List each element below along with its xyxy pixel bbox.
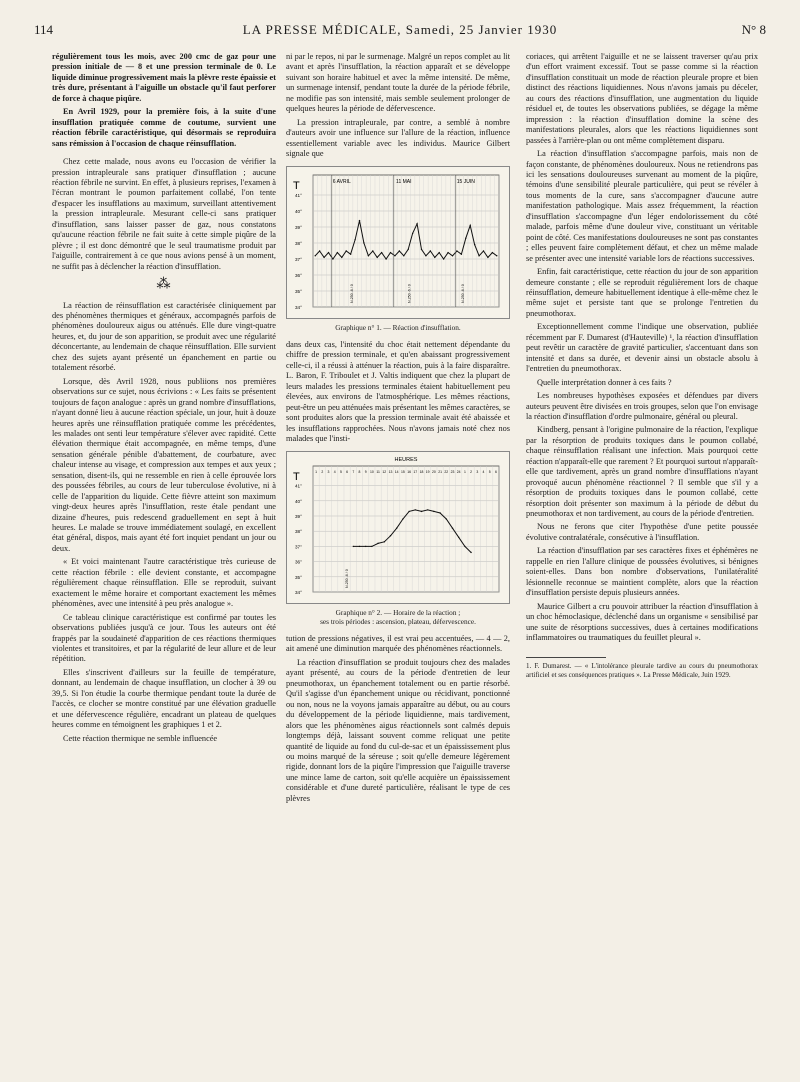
hour-tick-label: 2: [321, 469, 324, 474]
y-tick-label: 35°: [295, 574, 302, 580]
paragraph: La réaction d'insufflation par ses caractères fixes et éphémères ne rappelle en rien l'allure clinique de poussées évolutives, si bénignes soient-elles. Dans bon nombre d'observations, l'unilatéralité lésionnelle reconnue se maintient complète, alors que la réaction d'insufflation persiste depuis plusieurs années.: [526, 546, 758, 598]
paragraph: Cette réaction thermique ne semble influencée: [63, 733, 218, 743]
temperature-point: [483, 250, 484, 251]
temperature-point: [439, 251, 440, 252]
temperature-point: [359, 219, 360, 220]
hour-tick-label: 10: [370, 469, 374, 474]
temperature-point: [332, 258, 333, 259]
journal-title: LA PRESSE MÉDICALE, Samedi, 25 Janvier 1930: [242, 22, 558, 37]
hour-tick-label: 6: [346, 469, 349, 474]
y-tick-label: 34°: [295, 589, 302, 595]
pressure-label: N.250 -6 / 0: [345, 568, 350, 588]
paragraph: Elles s'inscrivent d'ailleurs sur la feuille de température, donnant, au lendemain de chaque insufflation, un clocher à 39 ou 39,5. Si l'on étudie la courbe thermique pendant toute la durée de l'accès, ce clocher se montre constitué par une élévation graduelle et une défervescence régulière, encadrant un plateau de quelques heures comme en témoignent les graphiques 1 et 2.: [52, 667, 276, 730]
hour-tick-label: 5: [488, 469, 491, 474]
hour-tick-label: 9: [364, 469, 367, 474]
paragraph: En Avril 1929, pour la première fois, à la suite d'une insufflation pratiquée comme de coutume, survient une réaction fébrile caractéristique, qui désormais se reproduira sans rémission à l'occasion de chaque réinsufflation.: [52, 107, 276, 148]
y-tick-label: 35°: [295, 288, 302, 294]
graph-2: [286, 451, 510, 604]
temperature-point: [408, 510, 409, 511]
y-tick-label: 41°: [295, 192, 302, 198]
temperature-point: [458, 536, 459, 537]
paragraph: régulièrement tous les mois, avec 200 cmc de gaz pour une pression initiale de — 8 et une pression terminale de 0. Le liquide diminue progressivement mais la plèvre reste épaissie et très dure, présentant à l'aiguille un obstacle qu'il faut perforer de force à chaque piqûre.: [52, 52, 276, 103]
chart-corner-label: T: [293, 179, 300, 192]
temperature-point: [408, 248, 409, 249]
graph-2-caption-line-1: Graphique n° 2. — Horaire de la réaction ;: [335, 607, 461, 617]
graph-1-svg: [287, 167, 509, 315]
paragraph: La réaction de réinsufflation est caractérisée cliniquement par des phénomènes thermiques et généraux, accompagnés parfois de phénomènes douloureux aigus ou atténués. Elle dure vingt-quatre heures, et, du jour de son apparition, se produit avec une régularité déconcertante, au lendemain de chaque réinsufflation. Elle survient chez des sujets ayant présenté un épanchement en partie ou totalement résorbé.: [52, 300, 276, 373]
graph-1: [286, 166, 510, 319]
paragraph: ni par le repos, ni par le surmenage. Malgré un repos complet au lit avant et après l'insufflation, la réaction apparaît et se développe suivant son horaire habituel et avec la même intensité. De même, un surmenage intensif, pendant toute la durée de la période fébrile, ne modifie pas son intensité, mais semble seulement prolonger de quelques heures la période de défervescence.: [286, 52, 510, 114]
hour-tick-label: 24: [456, 469, 461, 474]
hour-tick-label: 14: [394, 469, 399, 474]
paragraph: Maurice Gilbert a cru pouvoir attribuer la réaction d'insufflation à un choc hémoclasique, déclenché dans un organisme « sensibilisé par une suite de résorptions successives, dues à certaines modifications inflammatoires ou traumatiques du feuillet pleural ».: [526, 601, 758, 643]
temperature-point: [377, 542, 378, 543]
temperature-point: [425, 255, 426, 256]
temperature-point: [368, 255, 369, 256]
temperature-point: [421, 248, 422, 249]
graph-1-caption: Graphique n° 1. — Réaction d'insufflation.: [335, 322, 461, 332]
temperature-point: [377, 256, 378, 257]
date-label: 15 JUIN: [456, 178, 475, 185]
temperature-point: [341, 256, 342, 257]
y-tick-label: 37°: [295, 256, 302, 262]
temperature-point: [496, 255, 497, 256]
temperature-point: [452, 527, 453, 528]
paragraph: dans deux cas, l'intensité du choc était nettement dépendante du chiffre de pression terminale, et qu'en abaissant progressivement celle-ci, il a réussi à atténuer la réaction, puis à la faire disparaître. L. Baron, F. Triboulet et J. Valtis indiquent que chez la plupart de leurs malades les pressions terminales étaient habituellement peu élevées, aux environs de l'atmosphérique. Les mêmes réactions, peut-être un peu atténuées mais présentant les mêmes caractères, se sont produites alors que la pression terminale avait été abaissée et les insufflations rapprochées. Nous n'avons jamais noté chez nos malades que l'insti-: [286, 339, 510, 444]
y-tick-label: 41°: [295, 483, 302, 489]
paragraph: La réaction d'insufflation se produit toujours chez des malades ayant présenté, au cours de la période d'entretien de leur pneumothorax, un épanchement totalement ou en partie résorbé. Qu'il s'agisse d'un épanchement unique ou récidivant, ponctionné ou non, nous ne la voyons jamais apparaître au début, ou au cours du développement de la période liquidienne, mais tardivement, alors que les phénomènes aigus réactionnels sont calmés depuis longtemps déjà, laissant souvent comme reliquat une petite quantité de liquide au fond du cul-de-sac et un épaississement plus ou moins marqué de la séreuse ; soit qu'elle demeure légèrement rigide, donnant lors de la piqûre l'impression que l'aiguille traverse une mince lame de carton, soit qu'elle acquière un épaississement considérable et d'une dureté particulière, réalisant le type de ces plèvres: [286, 657, 510, 803]
hour-tick-label: 2: [470, 469, 473, 474]
hour-tick-label: 3: [327, 469, 330, 474]
footnote: 1. F. Dumarest. — « L'intolérance pleurale tardive au cours du pneumothorax artificiel et ses conséquences pratiques ». La Presse Médicale, Juin 1929.: [526, 662, 758, 680]
temperature-point: [384, 541, 385, 542]
temperature-point: [470, 551, 471, 552]
y-tick-label: 39°: [295, 513, 302, 519]
temperature-point: [461, 253, 462, 254]
page-number: 114: [34, 22, 54, 37]
hour-tick-label: 1: [463, 469, 466, 474]
hour-tick-label: 4: [333, 469, 336, 474]
graph-2-caption-line-2: ses trois périodes : ascension, plateau, défervescence.: [320, 616, 476, 626]
temperature-point: [421, 510, 422, 511]
y-tick-label: 37°: [295, 543, 302, 549]
paragraph: La réaction d'insufflation s'accompagne parfois, mais non de façon constante, de phénomènes douloureux. Nous ne retiendrons pas ici les sensations douloureuses survenant au moment de la piqûre, témoins d'une sensibilité pleurale particulière, qui peut se révéler à tous moments de la cure, sans s'accompagner d'aucune autre manifestation pathologique. Mais assez fréquemment, la réaction d'insufflation s'accompagne d'un léger endolorissement du côté malade, parfois même d'une douleur vive, constituant un véritable point de côté. Ces manifestations douloureuses ne sont pas constantes ; elles peuvent faire complètement défaut, et chez un même malade se présenter avec une intensité variable lors de réactions successives.: [526, 149, 758, 263]
column-1: [52, 52, 276, 747]
temperature-point: [394, 255, 395, 256]
column-3: [526, 52, 758, 680]
pressure-label: N.250 -6 / 0: [460, 283, 465, 303]
y-tick-label: 39°: [295, 224, 302, 230]
temperature-point: [337, 251, 338, 252]
temperature-point: [439, 512, 440, 513]
temperature-point: [456, 250, 457, 251]
hour-tick-label: 6: [494, 469, 497, 474]
issue-number: N° 8: [741, 22, 766, 37]
temperature-point: [433, 510, 434, 511]
hour-tick-label: 17: [413, 469, 418, 474]
temperature-point: [365, 545, 366, 546]
pressure-label: N.250 -6 / 0: [407, 283, 412, 303]
hour-tick-label: 4: [482, 469, 485, 474]
temperature-point: [399, 250, 400, 251]
hour-tick-label: 18: [419, 469, 424, 474]
temperature-point: [416, 223, 417, 224]
paragraph: Nous ne ferons que citer l'hypothèse d'une petite poussée évolutive contralatérale, consécutive à l'insufflation.: [526, 522, 758, 542]
temperature-point: [434, 256, 435, 257]
paragraph: Enfin, fait caractéristique, cette réaction du jour de son apparition demeure constante ; elle se reproduit régulièrement lors de chaque réinsufflation, demeure habituellement identique à elle-même chez le même sujet et persiste tant que se prolonge l'entretien du pneumothorax.: [526, 267, 758, 318]
temperature-point: [402, 518, 403, 519]
y-tick-label: 40°: [295, 208, 302, 214]
asterism: ⁂: [156, 277, 172, 293]
temperature-point: [447, 251, 448, 252]
temperature-point: [443, 258, 444, 259]
temperature-point: [403, 255, 404, 256]
y-tick-label: 34°: [295, 304, 302, 310]
paragraph: Les nombreuses hypothèses exposées et défendues par divers auteurs peuvent être divisées en trois groupes, selon que l'on envisage la réaction d'insufflation d'ordre pulmonaire, général ou pleural.: [526, 391, 758, 421]
temperature-point: [446, 518, 447, 519]
temperature-point: [487, 256, 488, 257]
hour-tick-label: 21: [438, 469, 442, 474]
temperature-point: [381, 251, 382, 252]
paragraph: « Et voici maintenant l'autre caractéristique très curieuse de cette réaction fébrile : elle devient constante, et accompagne régulièrement chaque réinsufflation. Elle se reproduit, suivant exactement le même horaire et comportant exactement les mêmes phénomènes, avec une intensité à peu près analogue ».: [52, 557, 276, 609]
temperature-point: [452, 255, 453, 256]
hour-tick-label: 11: [376, 469, 380, 474]
temperature-point: [470, 224, 471, 225]
temperature-point: [385, 258, 386, 259]
date-label: 6 AVRIL: [332, 178, 351, 185]
y-tick-label: 40°: [295, 498, 302, 504]
temperature-point: [412, 232, 413, 233]
temperature-point: [390, 251, 391, 252]
column-2: [286, 52, 510, 807]
pressure-label: N.250 -6 / 0: [350, 283, 355, 303]
temperature-point: [372, 250, 373, 251]
temperature-point: [430, 250, 431, 251]
paragraph: coriaces, qui arrêtent l'aiguille et ne se laissent traverser qu'au prix d'un effort vraiment excessif. Tout se passe comme si la réaction d'insufflation constituait un mode de réaction pleurale propre et bien distinct des réactions liquidiennes. Nous n'avons jamais pu déceler, au cours des réactions d'insufflation, une augmentation du liquide résiduel et, de toutes les observations publiées, se dégage la même impression : la réaction d'insufflation domine la scène des manifestations pleurales, alors que les réactions liquidiennes sont passées à l'arrière-plan ou ont même complètement disparu.: [526, 52, 758, 145]
y-tick-label: 38°: [295, 528, 302, 534]
graph-2-caption: [286, 608, 510, 626]
temperature-point: [371, 545, 372, 546]
temperature-point: [390, 535, 391, 536]
hour-tick-label: 12: [382, 469, 387, 474]
y-tick-label: 36°: [295, 272, 302, 278]
y-tick-label: 36°: [295, 559, 302, 565]
temperature-point: [346, 250, 347, 251]
footnote-rule: [526, 657, 606, 658]
temperature-point: [315, 255, 316, 256]
temperature-point: [328, 251, 329, 252]
paragraph: Ce tableau clinique caractéristique est confirmé par toutes les observations publiées jusqu'à ce jour. Tous les auteurs ont été frappés par la soudaineté d'apparition de ces réactions thermiques violentes et transitoires, et par la régularité de leur allure et de leur répétition.: [52, 612, 276, 664]
temperature-point: [319, 250, 320, 251]
hour-tick-label: 23: [450, 469, 455, 474]
temperature-point: [396, 527, 397, 528]
temperature-point: [427, 509, 428, 510]
hour-tick-label: 20: [432, 469, 436, 474]
temperature-point: [350, 253, 351, 254]
temperature-point: [323, 256, 324, 257]
temperature-point: [474, 243, 475, 244]
hour-tick-label: 13: [388, 469, 393, 474]
paragraph: Lorsque, dès Avril 1928, nous publiions nos premières observations sur ce sujet, nous écrivions : « Les faits se présentent toujours de façon analogue : après un grand nombre d'insufflations, n'ayant donné lieu à aucune réaction spéciale, un jour, huit à douze heures après une réinsufflation pratiquée comme les précédentes, les malades ont senti leur température s'élever avec rapidité. Cette élévation thermique était accompagnée, en même temps, d'une sensation générale pénible d'abattement, de courbature, avec chaleur intense au visage, et compression aux tempes et aux yeux ; sensation, disent-ils, qui ne ressemble en rien à celle éprouvée lors des poussées fébriles, au cours de leur tuberculose évolutive, ni à celle de l'apparition du liquide. Cette fièvre atteint son maximum vingt-deux heures après l'insufflation, reste étale pendant une dizaine d'heures, puis redescend graduellement en sept à huit heures. Le malade se trouve immédiatement soulagé, en excellent état général, dispos, mais ayant été fort inquiet pendant un jour ou deux.: [52, 376, 276, 553]
temperature-point: [354, 239, 355, 240]
chart-corner-label: T: [293, 470, 300, 483]
hour-tick-label: 8: [358, 469, 361, 474]
paragraph: Kindberg, pensant à l'origine pulmonaire de la réaction, l'explique par la résorption de produits toxiques dans le poumon collabé, chaque réinsufflation réalisant une infection. Mais pourquoi cette réaction n'apparaît-elle que rarement ? Et pourquoi surtout n'apparaît-elle que tardivement, après un grand nombre d'insufflations n'ayant provoqué aucun phénomène réactionnel ? Il semble que s'il y a résorption de produits toxiques dans le poumon collabé, cette résorption doit présenter son maximum à la période de début du pneumothorax et non tardivement, au cours de la période d'entretien.: [526, 425, 758, 519]
hour-tick-label: 19: [425, 469, 430, 474]
temperature-point: [363, 242, 364, 243]
temperature-point: [478, 255, 479, 256]
y-tick-label: 38°: [295, 240, 302, 246]
temperature-point: [353, 545, 354, 546]
paragraph: Chez cette malade, nous avons eu l'occasion de vérifier la pression intrapleurale sans pratiquer d'insufflation ; aucune réaction fébrile ne survint. En effet, à plusieurs reprises, l'examen à l'écran montrant le poumon parfaitement collabé, l'on tente d'espacer les insufflations au maximum, surveillant attentivement la pression intrapleurale. Mesurant celle-ci sans pratiquer d'insufflation, sans laisser passer de gaz, nous constatons qu'aucune réaction fébrile ne fait suite à cette simple piqûre de la plèvre ; il est donc démontré que le seul traumatisme produit par l'aiguille, contrairement à ce que nous avions pensé à un moment, ne suffit pas à déclencher la réaction d'insufflation.: [52, 157, 276, 271]
paragraph: Quelle interprétation donner à ces faits ?: [537, 377, 672, 387]
hour-tick-label: 1: [315, 469, 318, 474]
hour-tick-label: 5: [339, 469, 342, 474]
hour-tick-label: 7: [352, 469, 355, 474]
date-label: 11 MAI: [396, 178, 412, 185]
hour-tick-label: 16: [407, 469, 411, 474]
paragraph: La pression intrapleurale, par contre, a semblé à nombre d'auteurs avoir une influence sur l'allure de la réaction, influence essentiellement variable avec les individus. Maurice Gilbert signale que: [286, 117, 510, 159]
temperature-point: [464, 545, 465, 546]
paragraph: tution de pressions négatives, il est vrai peu accentuées, — 4 — 2, ait amené une diminution marquée des phénomènes réactionnels.: [286, 633, 510, 654]
hour-tick-label: 3: [476, 469, 479, 474]
graph-2-svg: [287, 452, 509, 600]
x-axis-title: HEURES: [394, 456, 418, 463]
hour-tick-label: 15: [401, 469, 405, 474]
temperature-point: [465, 237, 466, 238]
page-header: [34, 22, 766, 40]
paragraph: Exceptionnellement comme l'indique une observation, publiée récemment par F. Dumarest (d'Hauteville) ¹, la réaction d'insufflation peut revêtir un caractère de gravité particulier, s'accentuant dans son intensité et dans sa durée, et devenir ainsi un obstacle absolu à l'entretien du pneumothorax.: [526, 322, 758, 374]
temperature-point: [415, 509, 416, 510]
temperature-point: [359, 545, 360, 546]
hour-tick-label: 22: [444, 469, 449, 474]
temperature-point: [492, 251, 493, 252]
